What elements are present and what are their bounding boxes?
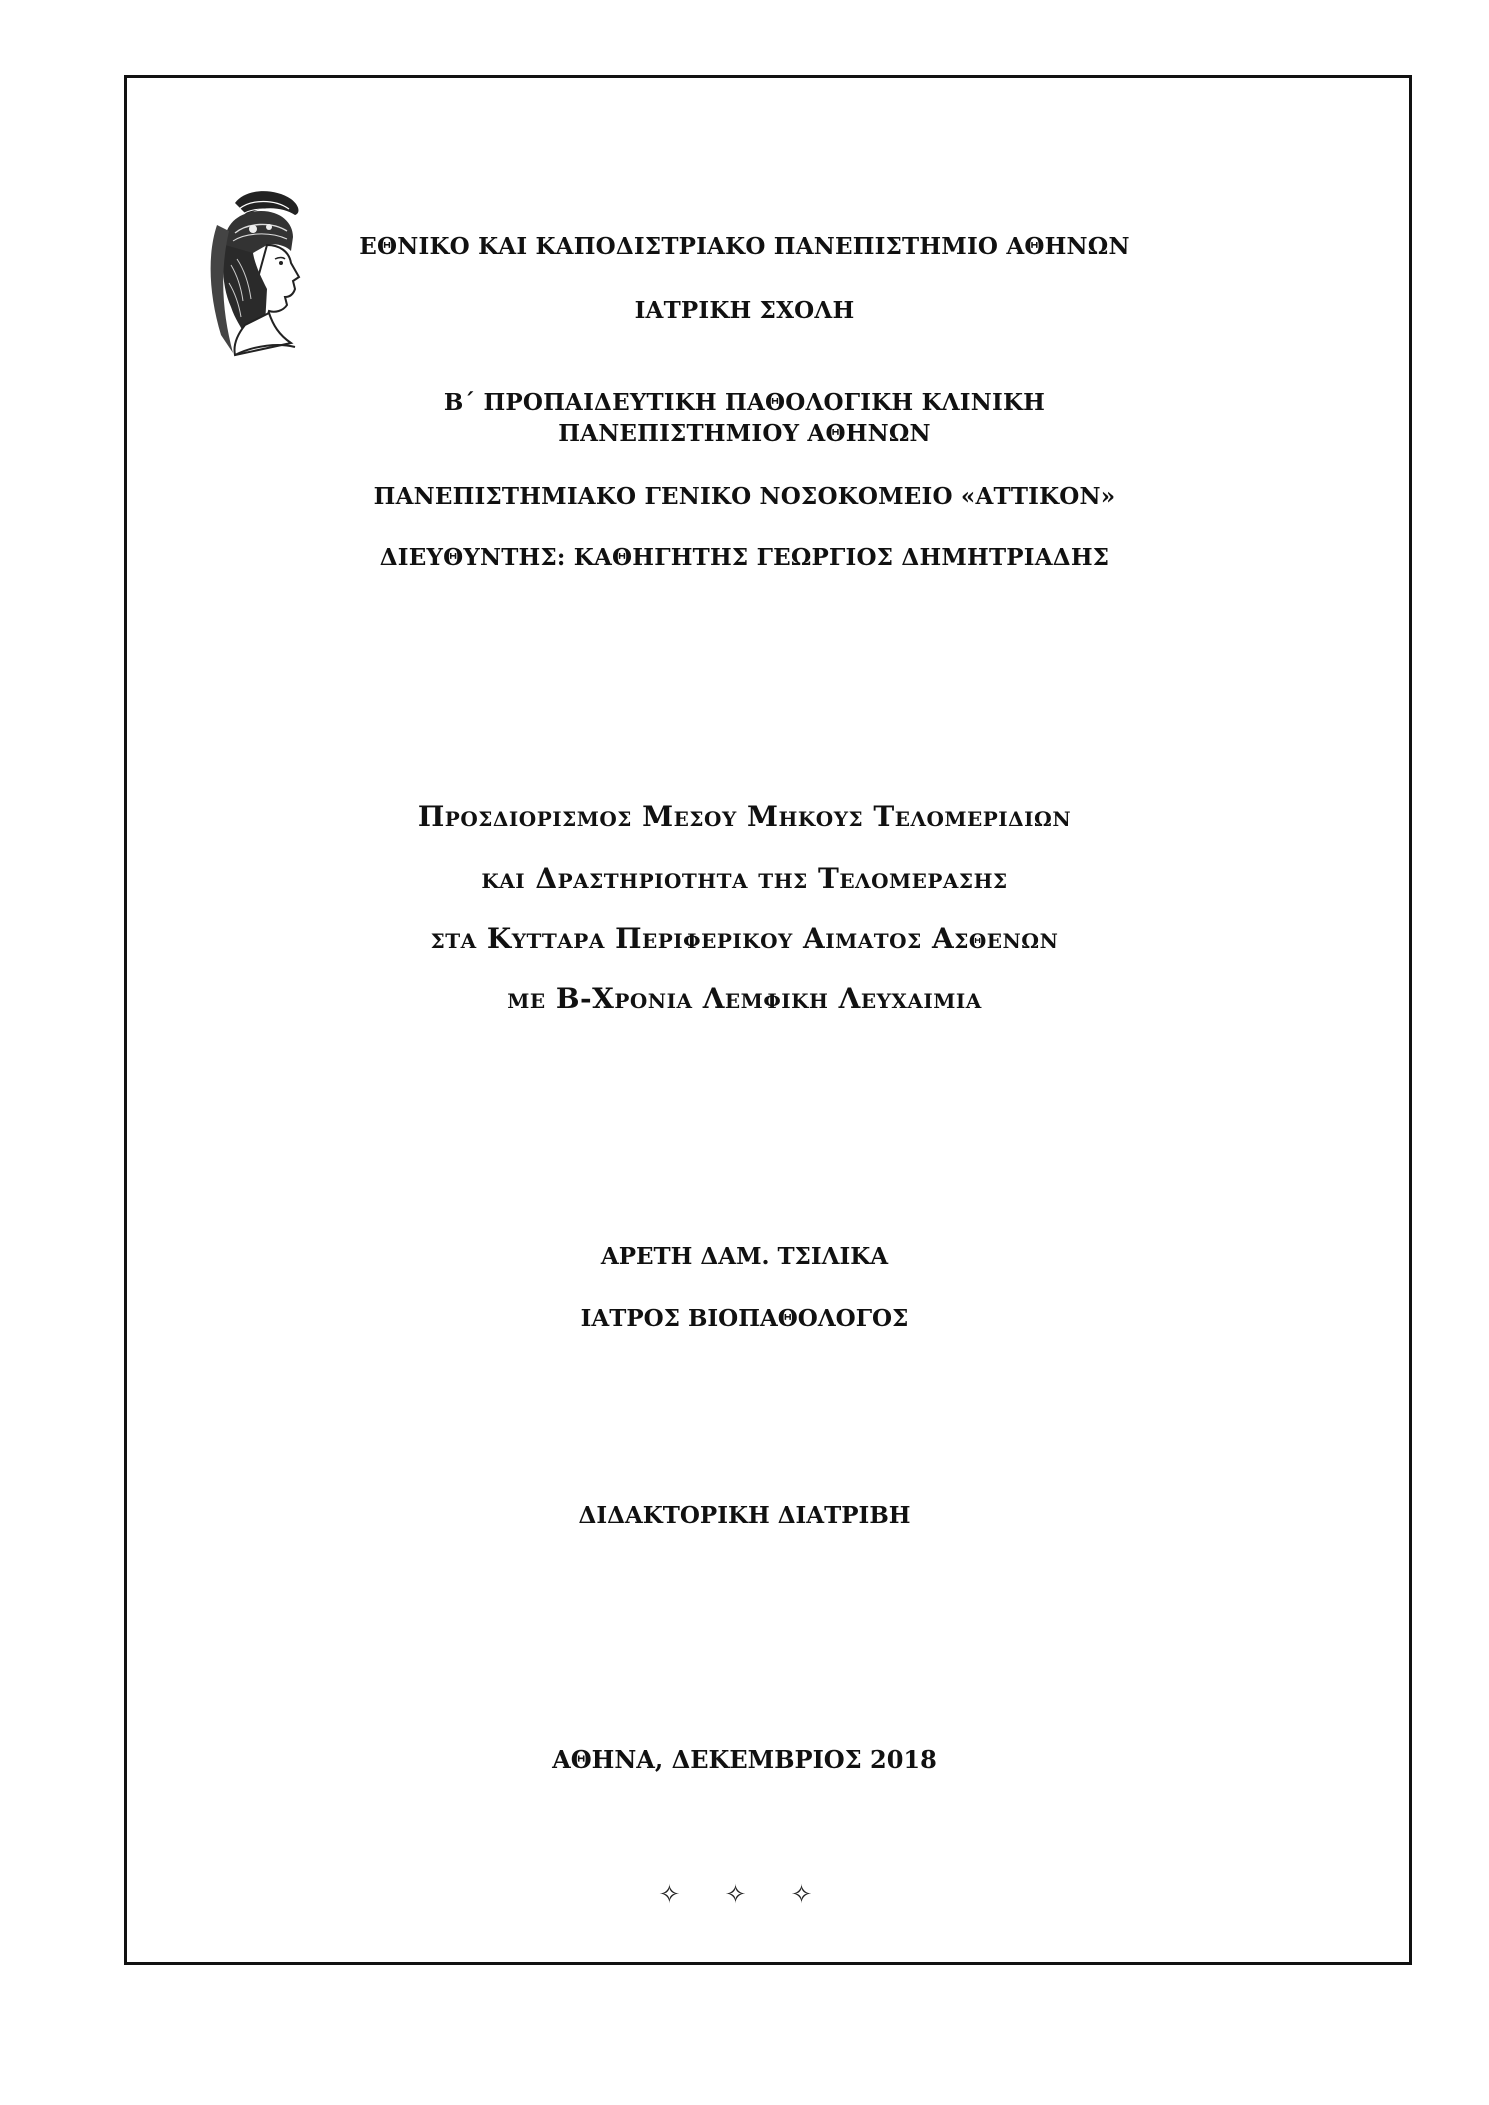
university-name: ΕΘΝΙΚΟ ΚΑΙ ΚΑΠΟΔΙΣΤΡΙΑΚΟ ΠΑΝΕΠΙΣΤΗΜΙΟ ΑΘΗΝΩΝ: [359, 233, 1130, 260]
athena-head-emblem-icon: [195, 185, 320, 360]
thesis-title-line1: Προσδιορισμος Μεσου Μηκους Τελομεριδιων: [417, 800, 1072, 833]
ornament-stars: ✧ ✧ ✧: [658, 1880, 831, 1910]
author-role: ΙΑΤΡΟΣ ΒΙΟΠΑΘΟΛΟΓΟΣ: [580, 1305, 909, 1332]
director-line: ΔΙΕΥΘΥΝΤΗΣ: ΚΑΘΗΓΗΤΗΣ ΓΕΩΡΓΙΟΣ ΔΗΜΗΤΡΙΑΔΗΣ: [379, 544, 1110, 571]
thesis-title-line3: στα Κυτταρα Περιφερικου Αιματος Ασθενων: [430, 922, 1059, 955]
hospital-name: ΠΑΝΕΠΙΣΤΗΜΙΑΚΟ ΓΕΝΙΚΟ ΝΟΣΟΚΟΜΕΙΟ «ΑΤΤΙΚΟΝ»: [373, 483, 1116, 510]
author-name: ΑΡΕΤΗ ΔΑΜ. ΤΣΙΛΙΚΑ: [600, 1243, 889, 1270]
place-and-date: ΑΘΗΝΑ, ΔΕΚΕΜΒΡΙΟΣ 2018: [552, 1745, 937, 1774]
clinic-name-line2: ΠΑΝΕΠΙΣΤΗΜΙΟΥ ΑΘΗΝΩΝ: [558, 420, 931, 447]
school-name: ΙΑΤΡΙΚΗ ΣΧΟΛΗ: [634, 297, 855, 324]
thesis-title-line4: με Β-Χρονια Λεμφικη Λευχαιμια: [507, 982, 982, 1015]
clinic-name-line1: Β΄ ΠΡΟΠΑΙΔΕΥΤΙΚΗ ΠΑΘΟΛΟΓΙΚΗ ΚΛΙΝΙΚΗ: [443, 389, 1046, 416]
document-type: ΔΙΔΑΚΤΟΡΙΚΗ ΔΙΑΤΡΙΒΗ: [578, 1502, 911, 1529]
thesis-title-line2: και Δραστηριοτητα της Τελομερασης: [481, 862, 1008, 895]
